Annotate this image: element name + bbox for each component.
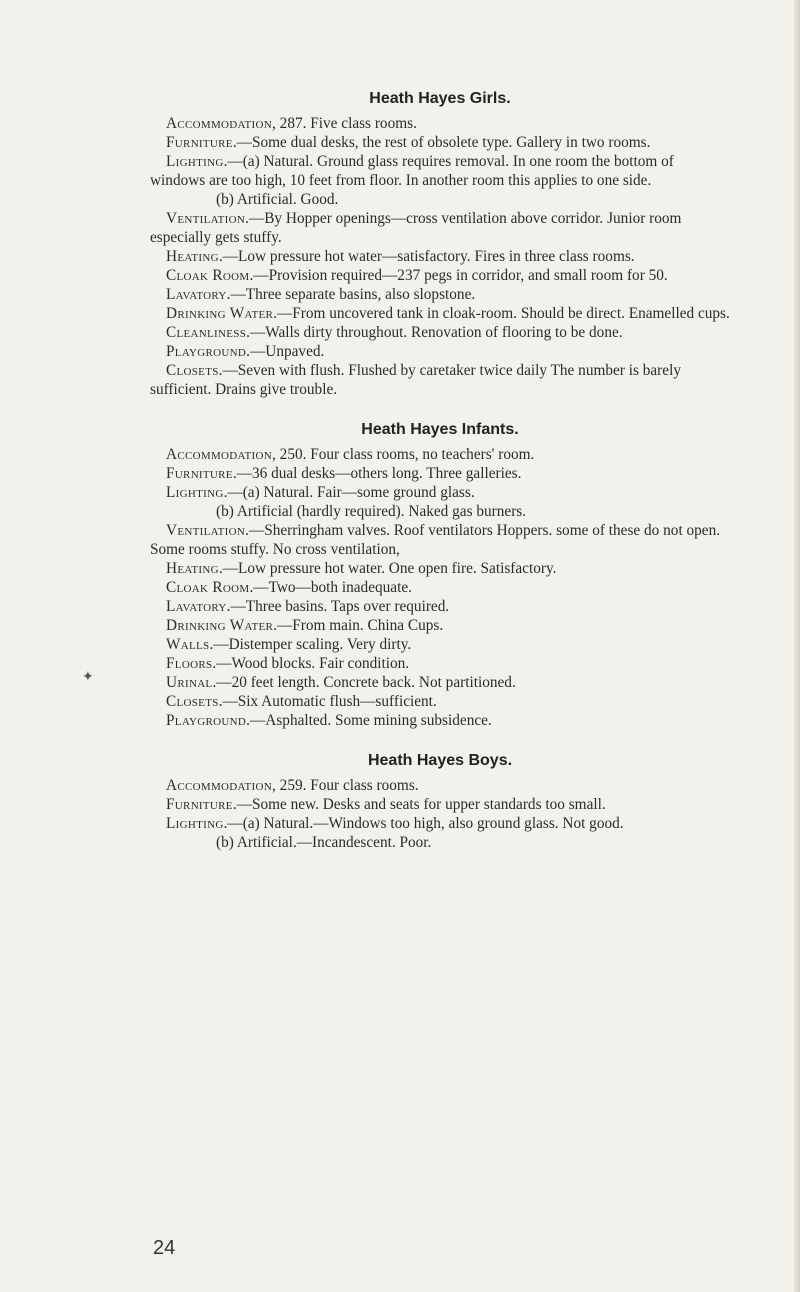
paragraph-text: .—36 dual desks—others long. Three galleries. xyxy=(232,465,522,482)
paragraph-text: .—Wood blocks. Fair condition. xyxy=(212,655,410,672)
paragraph-label: Cleanliness xyxy=(166,324,247,341)
paragraph-label: Urinal xyxy=(166,674,213,691)
section-heading: Heath Hayes Boys. xyxy=(367,752,513,769)
paragraph xyxy=(150,635,730,654)
paragraph xyxy=(150,190,730,209)
paragraph-label: Lighting xyxy=(166,815,224,832)
paragraph xyxy=(150,654,730,673)
section-body xyxy=(150,445,730,730)
paragraph-text: .—Seven with flush. Flushed by caretaker twice daily The number is barely sufficient. Drains give trouble. xyxy=(150,362,681,398)
section-girls xyxy=(150,90,730,399)
paragraph-label: Drinking Water xyxy=(166,305,274,322)
paragraph xyxy=(150,445,730,464)
paragraph-text: .—20 feet length. Concrete back. Not partitioned. xyxy=(212,674,516,691)
paragraph-label: Cloak Room xyxy=(166,267,250,284)
paragraph xyxy=(150,711,730,730)
paragraph xyxy=(150,464,730,483)
paragraph-text: .—(a) Natural.—Windows too high, also ground glass. Not good. xyxy=(223,815,624,832)
paragraph-text: (b) Artificial. Good. xyxy=(216,191,339,208)
paragraph-text: , 287. Five class rooms. xyxy=(272,115,417,132)
paragraph-text: .—Six Automatic flush—sufficient. xyxy=(218,693,437,710)
paragraph-text: .—Sherringham valves. Roof ventilators Hoppers. some of these do not open. Some rooms stuffy. No cross ventilation, xyxy=(150,522,721,558)
paragraph-label: Furniture xyxy=(166,796,233,813)
section-body xyxy=(150,114,730,399)
paragraph xyxy=(150,342,730,361)
paragraph-label: Cloak Room xyxy=(166,579,250,596)
paragraph-text: .—By Hopper openings—cross ventilation above corridor. Junior room especially gets stuffy. xyxy=(150,210,682,246)
paragraph-label: Accommodation xyxy=(166,777,273,794)
paragraph-text: , 250. Four class rooms, no teachers' room. xyxy=(272,446,535,463)
paragraph-text: .—Low pressure hot water. One open fire. Satisfactory. xyxy=(218,560,557,577)
paragraph-label: Accommodation xyxy=(166,115,273,132)
paragraph-label: Playground xyxy=(166,712,247,729)
paragraph-label: Furniture xyxy=(166,465,233,482)
paragraph xyxy=(150,559,730,578)
paragraph-label: Playground xyxy=(166,343,247,360)
page-number: 24 xyxy=(153,1237,176,1259)
paragraph xyxy=(150,483,730,502)
paragraph-text: .—Unpaved. xyxy=(246,343,325,360)
paragraph-label: Walls xyxy=(166,636,210,653)
paragraph-text: , 259. Four class rooms. xyxy=(272,777,419,794)
paragraph xyxy=(150,833,730,852)
paragraph xyxy=(150,673,730,692)
paragraph-text: .—(a) Natural. Fair—some ground glass. xyxy=(223,484,475,501)
paragraph-label: Ventilation xyxy=(166,210,246,227)
paragraph-text: .—Some dual desks, the rest of obsolete type. Gallery in two rooms. xyxy=(232,134,651,151)
document-page xyxy=(150,90,730,874)
paragraph xyxy=(150,776,730,795)
paragraph xyxy=(150,502,730,521)
paragraph-text: .—Some new. Desks and seats for upper standards too small. xyxy=(232,796,606,813)
paragraph-label: Heating xyxy=(166,560,219,577)
paragraph xyxy=(150,361,730,399)
paragraph-text: (b) Artificial (hardly required). Naked gas burners. xyxy=(216,503,527,520)
paragraph xyxy=(150,209,730,247)
margin-mark: ✦ xyxy=(82,670,94,685)
paragraph-text: .—Three separate basins, also slopstone. xyxy=(226,286,476,303)
paragraph xyxy=(150,266,730,285)
paragraph-text: .—(a) Natural. Ground glass requires removal. In one room the bottom of windows are too high, 10 feet from floor. In another room this applies to one side. xyxy=(150,153,674,189)
paragraph-text: .—From uncovered tank in cloak-room. Should be direct. Enamelled cups. xyxy=(273,305,730,322)
paragraph-text: .—From main. China Cups. xyxy=(273,617,444,634)
paragraph-label: Lavatory xyxy=(166,286,227,303)
paragraph-label: Furniture xyxy=(166,134,233,151)
paragraph-label: Closets xyxy=(166,362,219,379)
paragraph xyxy=(150,247,730,266)
section-heading: Heath Hayes Infants. xyxy=(361,421,519,438)
paragraph xyxy=(150,114,730,133)
paragraph-label: Drinking Water xyxy=(166,617,274,634)
paragraph-label: Ventilation xyxy=(166,522,246,539)
paragraph-label: Lavatory xyxy=(166,598,227,615)
paragraph-label: Closets xyxy=(166,693,219,710)
paragraph-text: .—Distemper scaling. Very dirty. xyxy=(209,636,412,653)
paragraph xyxy=(150,323,730,342)
paragraph xyxy=(150,521,730,559)
paragraph-label: Lighting xyxy=(166,153,224,170)
paragraph-label: Floors xyxy=(166,655,213,672)
paragraph xyxy=(150,578,730,597)
paragraph xyxy=(150,304,730,323)
section-body xyxy=(150,776,730,852)
section-heading: Heath Hayes Girls. xyxy=(369,90,511,107)
paragraph xyxy=(150,795,730,814)
paragraph xyxy=(150,133,730,152)
paragraph-label: Accommodation xyxy=(166,446,273,463)
paragraph-text: .—Asphalted. Some mining subsidence. xyxy=(246,712,492,729)
paragraph-label: Heating xyxy=(166,248,219,265)
section-infants xyxy=(150,421,730,730)
paragraph xyxy=(150,152,730,190)
section-boys xyxy=(150,752,730,852)
paragraph xyxy=(150,285,730,304)
paragraph-text: .—Low pressure hot water—satisfactory. Fires in three class rooms. xyxy=(218,248,635,265)
paragraph xyxy=(150,692,730,711)
paragraph xyxy=(150,814,730,833)
paragraph-text: .—Provision required—237 pegs in corridor, and small room for 50. xyxy=(249,267,668,284)
paragraph-text: (b) Artificial.—Incandescent. Poor. xyxy=(216,834,432,851)
paragraph-text: .—Walls dirty throughout. Renovation of flooring to be done. xyxy=(246,324,623,341)
page-edge-shadow xyxy=(794,0,800,1292)
paragraph xyxy=(150,616,730,635)
paragraph-label: Lighting xyxy=(166,484,224,501)
paragraph-text: .—Three basins. Taps over required. xyxy=(226,598,450,615)
paragraph-text: .—Two—both inadequate. xyxy=(249,579,412,596)
paragraph xyxy=(150,597,730,616)
